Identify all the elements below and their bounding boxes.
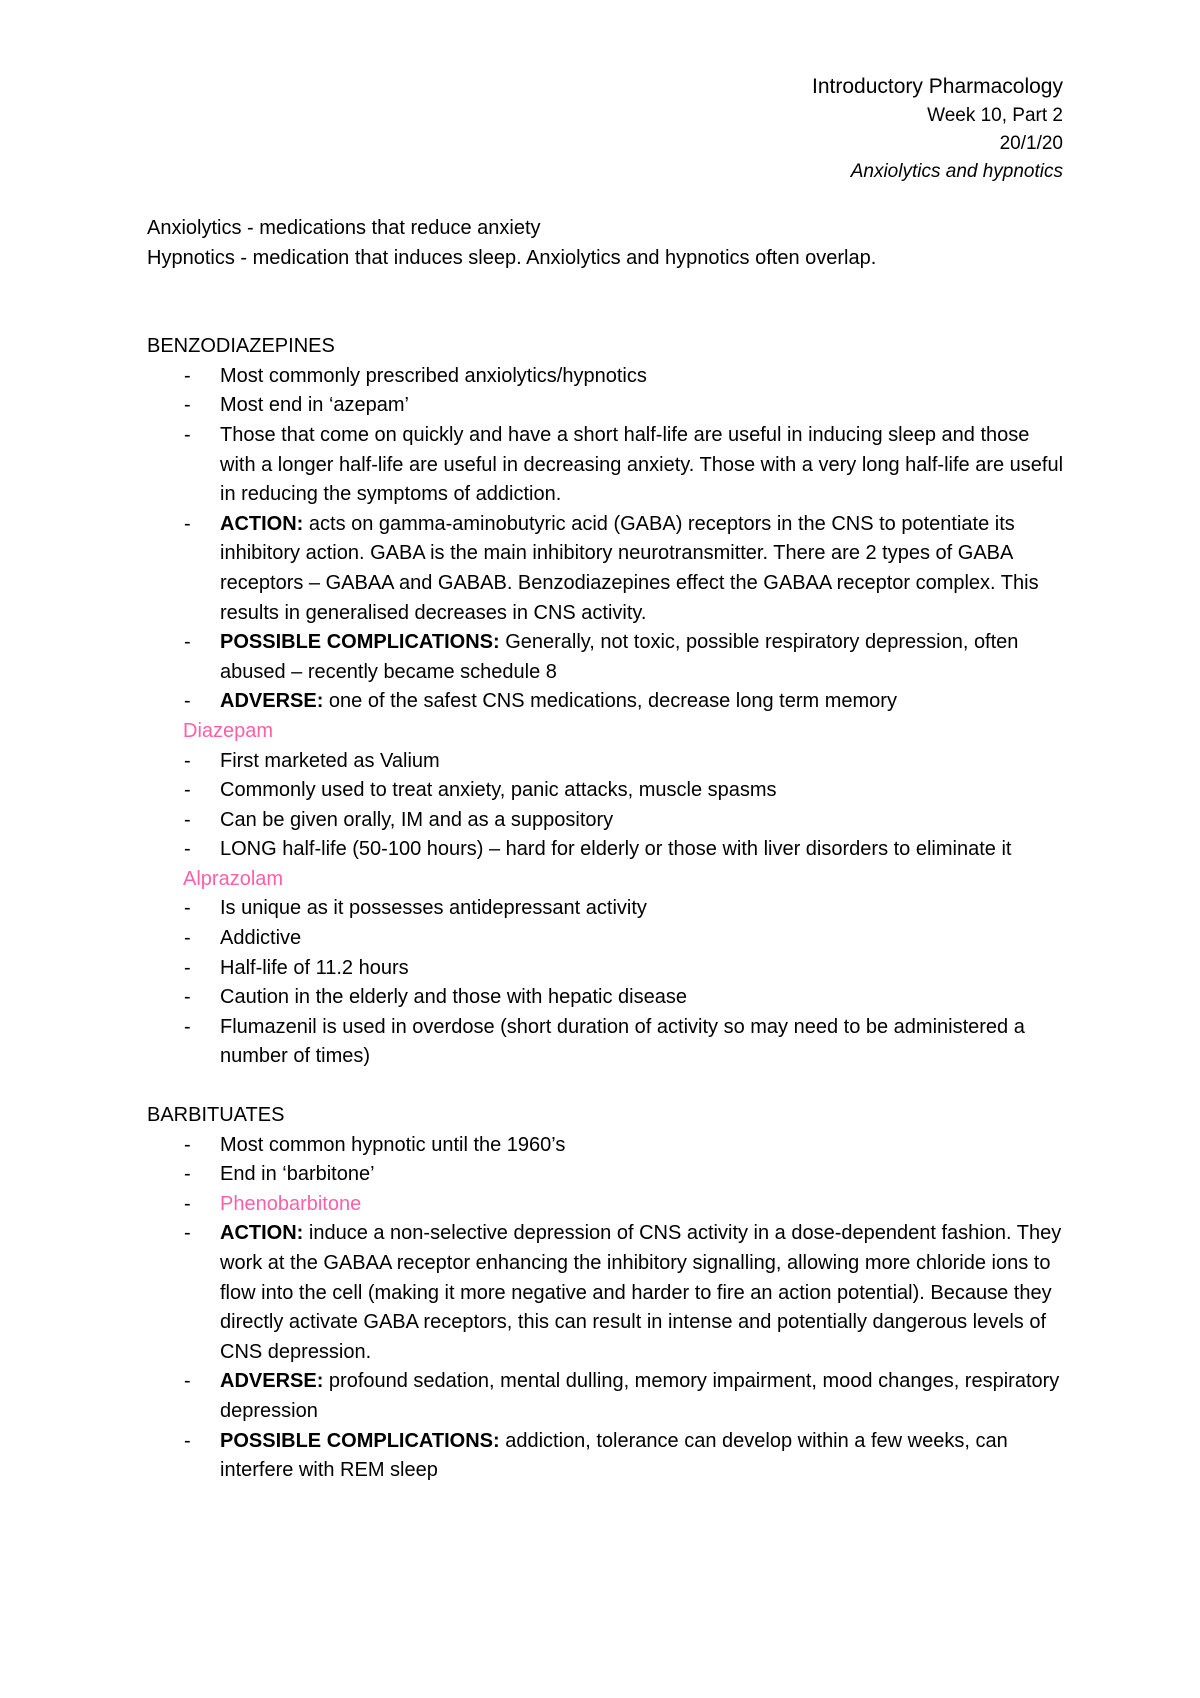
spacer (147, 273, 1067, 332)
section-heading: BENZODIAZEPINES (147, 335, 335, 358)
week-label: Week 10, Part 2 (927, 105, 1063, 126)
item-text: First marketed as Valium (220, 749, 440, 772)
list-item (147, 1190, 1067, 1220)
item-label: ADVERSE: (220, 1370, 324, 1393)
topic-label: Anxiolytics and hypnotics (850, 161, 1063, 182)
list-item (147, 362, 1067, 392)
list-item (147, 421, 1067, 510)
course-title: Introductory Pharmacology (812, 75, 1063, 98)
item-text: Most end in ‘azepam’ (220, 394, 409, 417)
list-item (147, 1013, 1067, 1072)
item-label: POSSIBLE COMPLICATIONS: (220, 631, 500, 654)
item-text: Those that come on quickly and have a short half-life are useful in inducing sleep and those with a longer half-life are useful in decreasing anxiety. Those with a very long half-life are useful in reducing the symptoms of addiction. (220, 423, 1064, 506)
date-label: 20/1/20 (999, 133, 1063, 154)
section-benzodiazepines (147, 332, 1067, 1072)
list-item (147, 776, 1067, 806)
list-item (147, 687, 1067, 717)
item-label: ADVERSE: (220, 690, 324, 713)
item-text: Most commonly prescribed anxiolytics/hypnotics (220, 364, 647, 387)
page-header (812, 72, 1063, 186)
item-text: Flumazenil is used in overdose (short duration of activity so may need to be administered a number of times) (220, 1015, 1025, 1068)
item-text: addiction, tolerance can develop within a few weeks, can interfere with REM sleep (220, 1429, 1008, 1482)
hypnotics-definition: Hypnotics - medication that induces sleep. Anxiolytics and hypnotics often overlap. (147, 246, 877, 269)
section-heading: BARBITUATES (147, 1104, 285, 1127)
drug-heading-diazepam: Diazepam (183, 719, 274, 742)
list-item (147, 1367, 1067, 1426)
item-label: ACTION: (220, 512, 304, 535)
list-item (147, 1427, 1067, 1486)
list-item (147, 894, 1067, 924)
item-text: Commonly used to treat anxiety, panic attacks, muscle spasms (220, 779, 777, 802)
item-text: LONG half-life (50-100 hours) – hard for elderly or those with liver disorders to eliminate it (220, 838, 1012, 861)
benzo-list (147, 362, 1067, 717)
barb-list (147, 1131, 1067, 1486)
item-text: End in ‘barbitone’ (220, 1163, 375, 1186)
document-body (147, 214, 1067, 1486)
item-text: Addictive (220, 927, 302, 950)
item-text: induce a non-selective depression of CNS activity in a dose-dependent fashion. They work at the GABAA receptor enhancing the inhibitory signalling, allowing more chloride ions to flow into the cell (making it more negative and harder to fire an action potential). Because they directly activate GABA receptors, this can result in intense and potentially dangerous levels of CNS depression. (220, 1222, 1062, 1363)
list-item (147, 628, 1067, 687)
item-text: Generally, not toxic, possible respiratory depression, often abused – recently became schedule 8 (220, 631, 1019, 683)
item-text: Is unique as it possesses antidepressant activity (220, 897, 647, 920)
list-item (147, 806, 1067, 836)
list-item (147, 510, 1067, 628)
item-text: Most common hypnotic until the 1960’s (220, 1133, 566, 1156)
item-text: Half-life of 11.2 hours (220, 956, 409, 979)
item-text: profound sedation, mental dulling, memory impairment, mood changes, respiratory depression (220, 1370, 1060, 1422)
list-item (147, 391, 1067, 421)
item-label: ACTION: (220, 1222, 304, 1245)
list-item (147, 1219, 1067, 1367)
diazepam-list (147, 747, 1067, 865)
section-barbituates (147, 1101, 1067, 1486)
item-text: Can be given orally, IM and as a suppository (220, 808, 614, 831)
list-item (147, 1131, 1067, 1161)
list-item (147, 924, 1067, 954)
alprazolam-list (147, 894, 1067, 1072)
drug-name-phenobarbitone: Phenobarbitone (220, 1192, 362, 1215)
item-label: POSSIBLE COMPLICATIONS: (220, 1429, 500, 1452)
drug-heading-alprazolam: Alprazolam (183, 867, 284, 890)
list-item (147, 835, 1067, 865)
item-text: one of the safest CNS medications, decrease long term memory (323, 690, 897, 713)
list-item (147, 1160, 1067, 1190)
item-text: acts on gamma-aminobutyric acid (GABA) receptors in the CNS to potentiate its inhibitory action. GABA is the main inhibitory neurotransmitter. There are 2 types of GABA receptors – GABAA and GABAB. Benzodiazepines effect the GABAA receptor complex. This results in generalised decreases in CNS activity. (220, 512, 1039, 624)
intro-definitions (147, 214, 1067, 273)
anxiolytics-definition: Anxiolytics - medications that reduce anxiety (147, 217, 541, 239)
list-item (147, 747, 1067, 777)
item-text: Caution in the elderly and those with hepatic disease (220, 986, 687, 1009)
list-item (147, 954, 1067, 984)
spacer (147, 1072, 1067, 1101)
list-item (147, 983, 1067, 1013)
